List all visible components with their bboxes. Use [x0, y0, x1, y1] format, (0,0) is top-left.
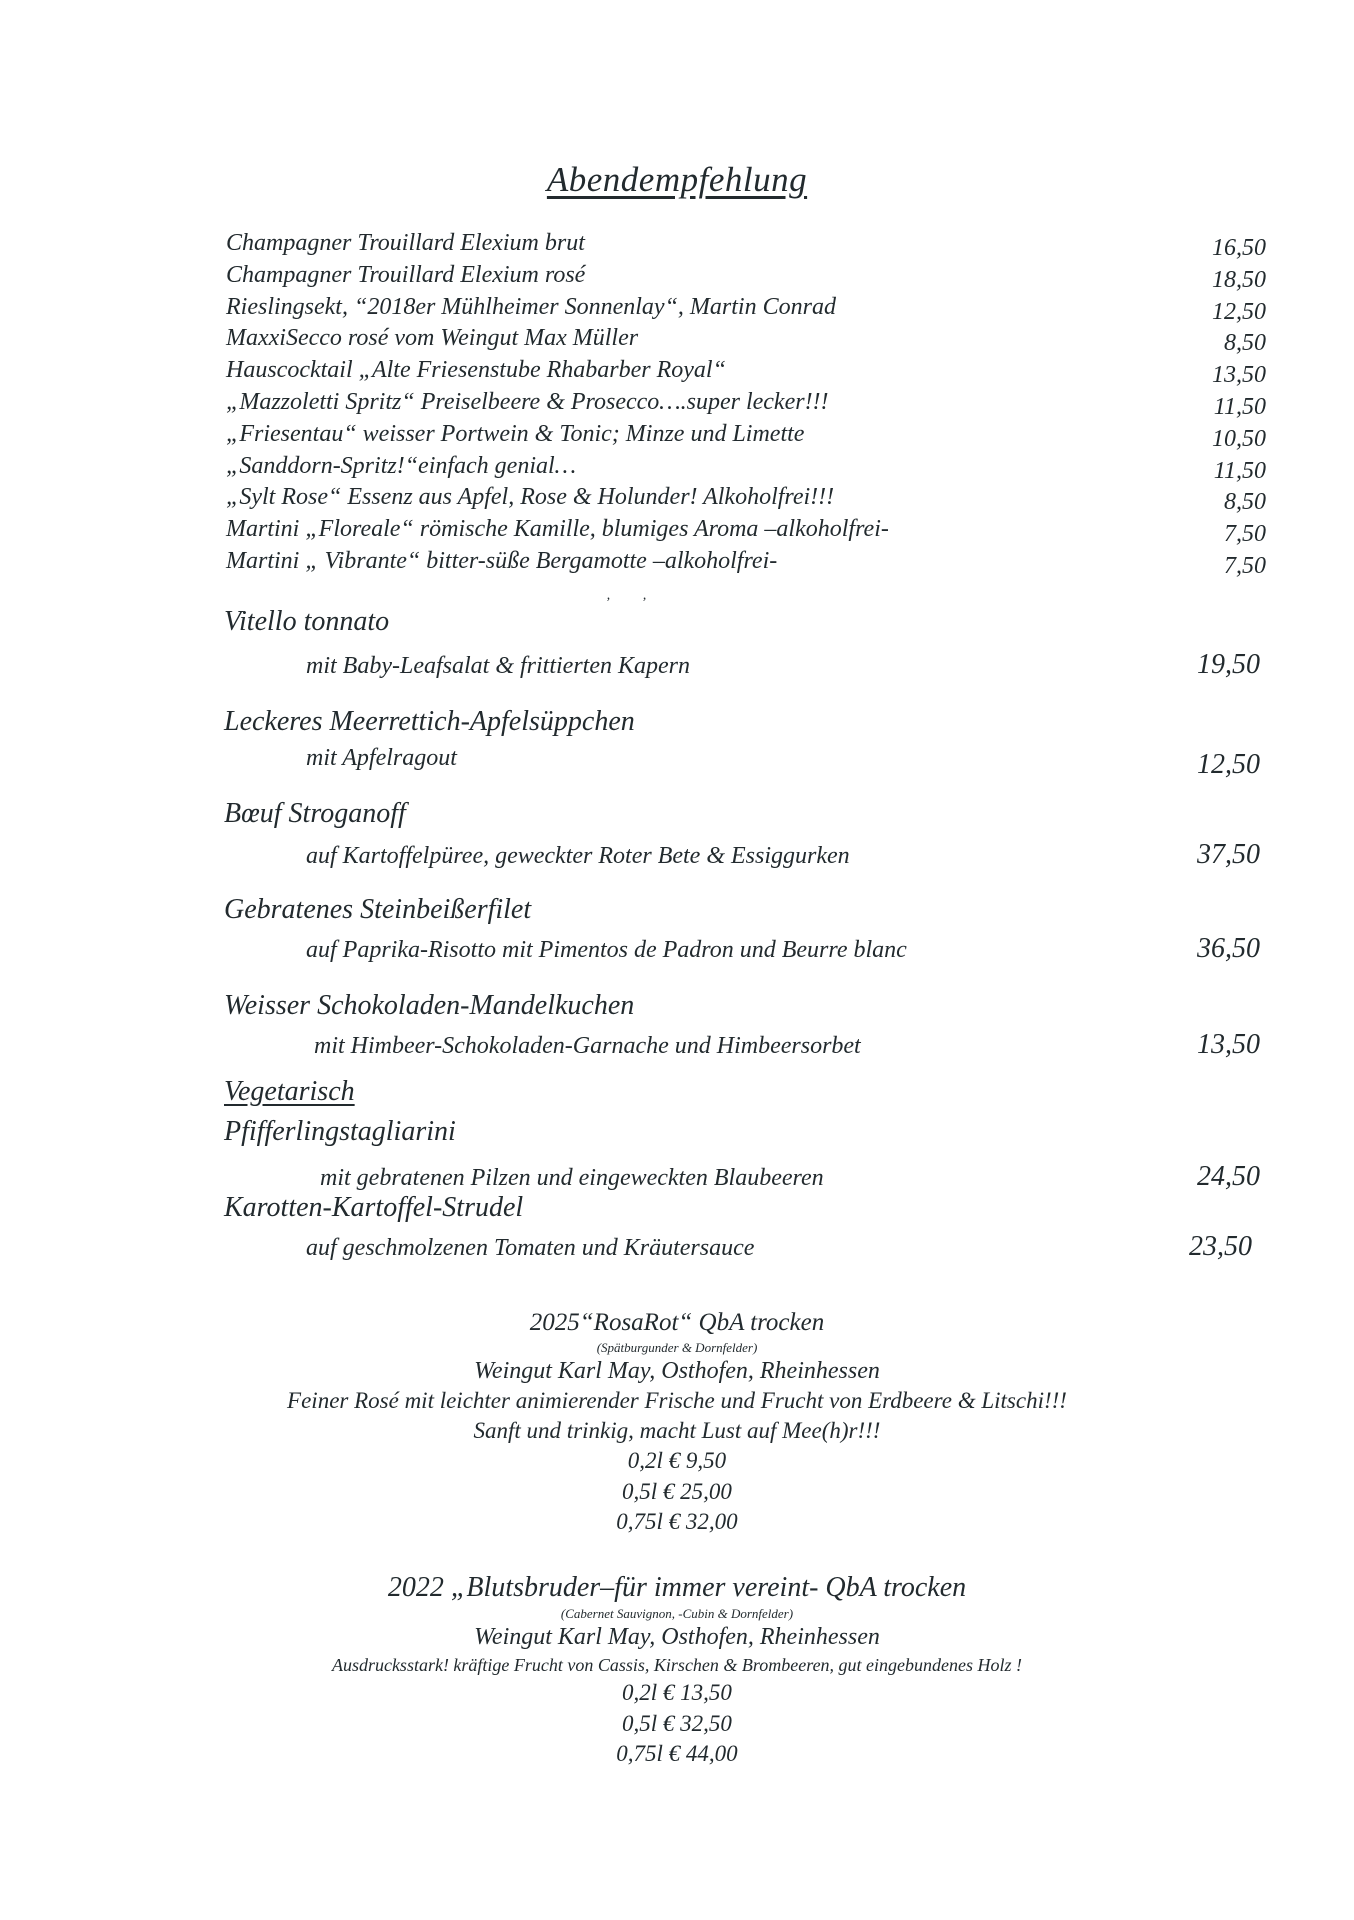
drink-name: „Friesentau“ weisser Portwein & Tonic; Minze und Limette: [226, 420, 805, 447]
drink-name: Champagner Trouillard Elexium rosé: [226, 261, 586, 288]
dish-pfifferling: [224, 1114, 1260, 1195]
wine-blutsbruder: [0, 1570, 1354, 1770]
wine-grapes: (Cabernet Sauvignon, -Cubin & Dornfelder): [560, 1606, 794, 1621]
dish-desc: mit gebratenen Pilzen und eingeweckten Blaubeeren: [320, 1165, 824, 1191]
drink-name: Martini „ Vibrante“ bitter-süße Bergamotte –alkoholfrei-: [226, 547, 778, 574]
list-item: [226, 546, 1266, 578]
dish-name: Karotten-Kartoffel-Strudel: [224, 1192, 524, 1223]
drink-price: 13,50: [1212, 362, 1266, 389]
dish-price: 19,50: [1197, 649, 1260, 680]
dish-stroganoff: [224, 796, 1260, 873]
dish-desc-row: [224, 838, 1260, 873]
dish-desc-row: [224, 740, 1260, 780]
list-item: [226, 323, 1266, 355]
list-item: [226, 260, 1266, 292]
dish-desc-row: [224, 1028, 1260, 1063]
drink-name: Hauscocktail „Alte Friesenstube Rhabarber Royal“: [226, 357, 726, 384]
dish-price: 36,50: [1197, 933, 1260, 964]
dish-meerrettich: [224, 704, 1260, 780]
list-item: [226, 514, 1266, 546]
dish-desc-row: [224, 648, 1260, 683]
dish-name: Weisser Schokoladen-Mandelkuchen: [224, 990, 635, 1021]
drink-name: „Sylt Rose“ Essenz aus Apfel, Rose & Holunder! Alkoholfrei!!!: [226, 484, 835, 511]
dish-price: 24,50: [1197, 1161, 1260, 1192]
wine-price: 0,75l € 32,00: [616, 1509, 738, 1534]
dish-name: Vitello tonnato: [224, 606, 390, 637]
dish-price: 23,50: [1189, 1231, 1252, 1262]
wine-price: 0,2l € 9,50: [627, 1448, 727, 1473]
wine-price: 0,5l € 25,00: [622, 1478, 732, 1504]
list-item: [226, 482, 1266, 514]
list-item: [226, 292, 1266, 324]
dish-vitello: [224, 604, 1260, 683]
dish-desc: mit Apfelragout: [306, 745, 457, 771]
drink-price: 7,50: [1224, 521, 1266, 548]
dish-price: 37,50: [1197, 839, 1260, 870]
wine-grapes: (Spätburgunder & Dornfelder): [596, 1340, 758, 1355]
dish-name: Pfifferlingstagliarini: [224, 1116, 456, 1147]
dish-desc-row: [224, 932, 1260, 967]
list-item: [226, 355, 1266, 387]
wine-producer: Weingut Karl May, Osthofen, Rheinhessen: [474, 1624, 880, 1650]
dish-strudel: [224, 1190, 1252, 1265]
section-label-vegetarian: Vegetarisch: [224, 1076, 355, 1107]
dish-desc: auf geschmolzenen Tomaten und Kräutersauce: [306, 1235, 755, 1261]
drink-name: Rieslingsekt, “2018er Mühlheimer Sonnenlay“, Martin Conrad: [226, 293, 836, 320]
wine-title: 2022 „Blutsbruder–für immer vereint- QbA trocken: [387, 1572, 967, 1603]
list-item: [226, 419, 1266, 451]
dish-steinbeisser: [224, 892, 1260, 967]
dish-desc: auf Kartoffelpüree, geweckter Roter Bete & Essiggurken: [306, 843, 850, 869]
drink-name: „Sanddorn-Spritz!“einfach genial…: [226, 452, 577, 479]
wine-producer: Weingut Karl May, Osthofen, Rheinhessen: [474, 1358, 880, 1384]
wine-description: Sanft und trinkig, macht Lust auf Mee(h)r!!!: [473, 1418, 881, 1443]
dish-price: 13,50: [1197, 1029, 1260, 1060]
drink-price: 8,50: [1224, 330, 1266, 357]
drink-price: 7,50: [1224, 552, 1266, 579]
dish-name: Leckeres Meerrettich-Apfelsüppchen: [224, 706, 635, 737]
drink-name: Champagner Trouillard Elexium brut: [226, 230, 585, 256]
divider-dots: ‚ ‚: [606, 588, 661, 603]
dish-name: Gebratenes Steinbeißerfilet: [224, 894, 532, 925]
drinks-list: [226, 228, 1266, 578]
page-title: Abendempfehlung: [546, 160, 808, 199]
drink-price: 11,50: [1213, 393, 1266, 420]
wine-title: 2025“RosaRot“ QbA trocken: [529, 1309, 825, 1336]
drink-name: MaxxiSecco rosé vom Weingut Max Müller: [226, 325, 639, 352]
drink-price: 16,50: [1212, 235, 1266, 261]
drink-price: 11,50: [1213, 457, 1266, 484]
wine-price: 0,75l € 44,00: [616, 1741, 738, 1766]
drink-price: 8,50: [1224, 489, 1266, 516]
dish-desc: auf Paprika-Risotto mit Pimentos de Padron und Beurre blanc: [306, 937, 907, 963]
wine-description: Ausdrucksstark! kräftige Frucht von Cassis, Kirschen & Brombeeren, gut eingebundenes Holz !: [331, 1655, 1023, 1675]
dish-schokoladen: [224, 988, 1260, 1063]
wine-rosarot: [0, 1306, 1354, 1538]
drink-price: 12,50: [1212, 298, 1266, 325]
dish-desc: mit Himbeer-Schokoladen-Garnache und Himbeersorbet: [314, 1033, 861, 1059]
list-item: [226, 228, 1266, 260]
list-item: [226, 451, 1266, 483]
dish-desc: mit Baby-Leafsalat & frittierten Kapern: [306, 653, 690, 679]
drink-price: 10,50: [1212, 425, 1266, 452]
drink-name: „Mazzoletti Spritz“ Preiselbeere & Prosecco….super lecker!!!: [226, 388, 829, 415]
dish-desc-row: [224, 1230, 1252, 1265]
wine-price: 0,5l € 32,50: [622, 1710, 732, 1736]
wine-price: 0,2l € 13,50: [622, 1680, 732, 1705]
dish-name: Bœuf Stroganoff: [224, 798, 406, 829]
drink-name: Martini „Floreale“ römische Kamille, blumiges Aroma –alkoholfrei-: [226, 516, 889, 543]
dish-price: 12,50: [1197, 749, 1260, 780]
drink-price: 18,50: [1212, 266, 1266, 293]
list-item: [226, 387, 1266, 419]
wine-description: Feiner Rosé mit leichter animierender Frische und Frucht von Erdbeere & Litschi!!!: [287, 1388, 1067, 1413]
